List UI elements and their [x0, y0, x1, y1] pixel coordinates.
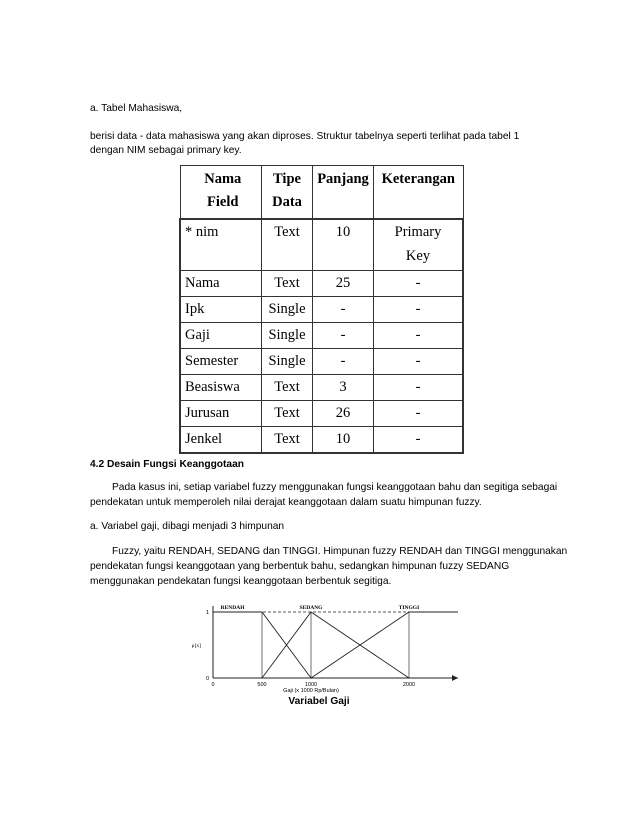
cell-length: 10 [313, 427, 374, 454]
series-label-sedang: SEDANG [299, 605, 323, 611]
cell-length: 25 [313, 271, 374, 297]
series-tinggi-line [311, 612, 458, 678]
cell-type: Text [262, 401, 313, 427]
paragraph-2-line1: Fuzzy, yaitu RENDAH, SEDANG dan TINGGI. Himpunan fuzzy RENDAH dan TINGGI menggunakan [112, 546, 568, 557]
table-row [180, 219, 463, 271]
cell-length: - [313, 349, 374, 375]
cell-field: Ipk [180, 297, 262, 323]
table-header-row [180, 166, 463, 220]
y-axis-label: μ[x] [191, 643, 201, 649]
x-tick-label: 2000 [402, 682, 416, 688]
cell-desc: Primary Key [374, 219, 464, 271]
cell-field: Nama [180, 271, 262, 297]
table-row [180, 271, 463, 297]
header-type: Tipe Data [262, 166, 313, 220]
cell-field: * nim [180, 219, 262, 271]
subsection-a-heading: a. Variabel gaji, dibagi menjadi 3 himpunan [90, 521, 285, 532]
cell-desc: - [374, 375, 464, 401]
x-tick-label: 500 [257, 682, 267, 688]
cell-length: 10 [313, 219, 374, 271]
cell-length: - [313, 323, 374, 349]
section-a-desc-line1: berisi data - data mahasiswa yang akan diproses. Struktur tabelnya seperti terlihat pada tabel 1 [90, 131, 520, 142]
paragraph-1-line2: pendekatan untuk memperoleh nilai derajat keanggotaan dalam suatu himpunan fuzzy. [90, 497, 482, 508]
cell-desc: - [374, 349, 464, 375]
x-axis-arrow [452, 675, 458, 681]
cell-field: Semester [180, 349, 262, 375]
cell-desc: - [374, 401, 464, 427]
membership-function-chart [176, 598, 466, 694]
header-length: Panjang [313, 166, 374, 220]
table-row [180, 375, 463, 401]
section-title: 4.2 Desain Fungsi Keanggotaan [90, 459, 244, 470]
series-label-rendah: RENDAH [220, 605, 245, 611]
table-row [180, 297, 463, 323]
header-field: Nama Field [180, 166, 262, 220]
cell-desc: - [374, 271, 464, 297]
cell-length: - [313, 297, 374, 323]
cell-type: Text [262, 427, 313, 454]
section-a-desc-line2: dengan NIM sebagai primary key. [90, 145, 242, 156]
section-a-heading: a. Tabel Mahasiswa, [90, 103, 183, 114]
cell-field: Jurusan [180, 401, 262, 427]
cell-field: Jenkel [180, 427, 262, 454]
cell-type: Single [262, 349, 313, 375]
cell-type: Single [262, 323, 313, 349]
header-desc: Keterangan [374, 166, 464, 220]
cell-type: Text [262, 271, 313, 297]
mahasiswa-table [179, 165, 464, 454]
paragraph-2-line3: menggunakan pendekatan fungsi keanggotaan berbentuk segitiga. [90, 576, 392, 587]
cell-type: Text [262, 375, 313, 401]
paragraph-2-line2: pendekatan fungsi keanggotaan yang berbentuk bahu, sedangkan himpunan fuzzy SEDANG [90, 561, 510, 572]
table-row [180, 323, 463, 349]
series-sedang-line [262, 612, 409, 678]
cell-desc: - [374, 323, 464, 349]
cell-type: Single [262, 297, 313, 323]
series-label-tinggi: TINGGI [398, 605, 420, 611]
table-row [180, 401, 463, 427]
cell-field: Beasiswa [180, 375, 262, 401]
figure-caption: Variabel Gaji [288, 696, 350, 707]
table-row [180, 349, 463, 375]
x-axis-label: Gaji (x 1000 Rp/Bulan) [283, 688, 339, 694]
cell-length: 3 [313, 375, 374, 401]
x-tick-label: 1000 [304, 682, 318, 688]
cell-field: Gaji [180, 323, 262, 349]
cell-type: Text [262, 219, 313, 271]
x-tick-label: 0 [211, 682, 215, 688]
cell-desc: - [374, 427, 464, 454]
cell-length: 26 [313, 401, 374, 427]
table-row [180, 427, 463, 454]
cell-desc: - [374, 297, 464, 323]
paragraph-1-line1: Pada kasus ini, setiap variabel fuzzy menggunakan fungsi keanggotaan bahu dan segitiga sebagai [112, 482, 558, 493]
y-tick-label: 1 [205, 610, 209, 616]
y-tick-label: 0 [205, 676, 209, 682]
